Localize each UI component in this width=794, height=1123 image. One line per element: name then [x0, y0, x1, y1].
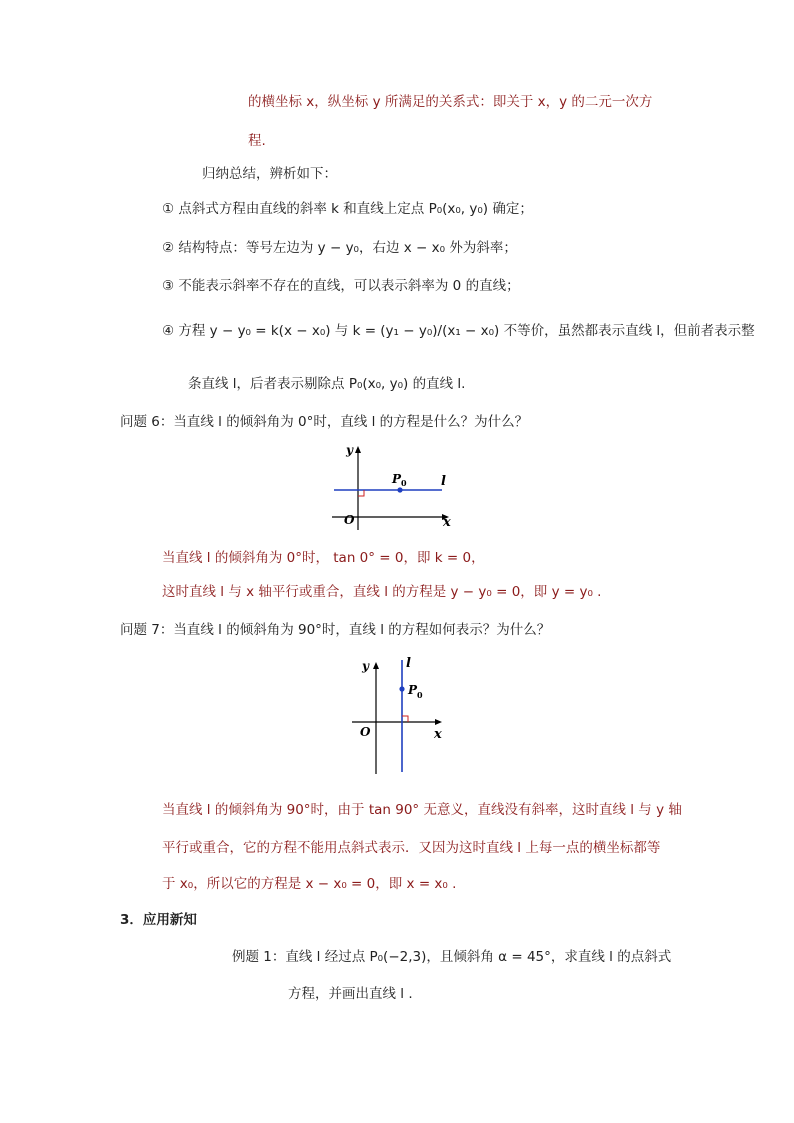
text-line: 的横坐标 x，纵坐标 y 所满足的关系式：即关于 x，y 的二元一次方 [248, 94, 653, 110]
answer-7-line1: 当直线 l 的倾斜角为 90°时，由于 tan 90° 无意义，直线没有斜率，这时直线 l 与 y 轴 [162, 802, 682, 818]
text-line: 归纳总结，辨析如下： [202, 166, 337, 182]
text-line: ① 点斜式方程由直线的斜率 k 和直线上定点 P₀(x₀, y₀) 确定； [162, 201, 533, 217]
answer-7-line2: 平行或重合，它的方程不能用点斜式表示．又因为这时直线 l 上每一点的横坐标都等 [162, 840, 661, 856]
answer-6-line2: 这时直线 l 与 x 轴平行或重合，直线 l 的方程是 y − y₀ = 0，即 y = y₀ . [162, 584, 602, 600]
l-label: l [406, 656, 411, 671]
x-label: x [443, 515, 451, 530]
text-line: ④ 方程 y − y₀ = k(x − x₀) 与 k = (y₁ − y₀)/(x₁ − x₀) 不等价，虽然都表示直线 l，但前者表示整 [162, 323, 755, 339]
y-label: y [362, 659, 369, 673]
example-1-line2: 方程，并画出直线 l . [288, 986, 413, 1002]
p0-subscript: 0 [401, 478, 407, 488]
p0-label: P [392, 472, 402, 486]
text-line: ② 结构特点：等号左边为 y − y₀，右边 x − x₀ 外为斜率； [162, 240, 517, 256]
answer-6-line1: 当直线 l 的倾斜角为 0°时， tan 0° = 0，即 k = 0， [162, 550, 485, 566]
x-axis-arrow [435, 719, 442, 725]
x-label: x [434, 727, 442, 742]
question-7: 问题 7：当直线 l 的倾斜角为 90°时，直线 l 的方程如何表示？为什么？ [120, 622, 551, 638]
right-angle-mark [402, 716, 408, 722]
text-line: 条直线 l，后者表示剔除点 P₀(x₀, y₀) 的直线 l. [188, 376, 466, 392]
right-angle-mark [358, 490, 364, 496]
example-1-line1: 例题 1：直线 l 经过点 P₀(−2,3)，且倾斜角 α = 45°，求直线 l 的点斜式 [232, 949, 672, 965]
p0-label: P [408, 683, 418, 697]
y-axis-arrow [373, 662, 379, 669]
y-label: y [346, 443, 353, 457]
origin-label: O [344, 513, 355, 527]
text-line: ③ 不能表示斜率不存在的直线，可以表示斜率为 0 的直线； [162, 278, 520, 294]
point-p0 [399, 686, 404, 691]
y-axis-arrow [355, 446, 361, 453]
point-p0 [397, 487, 402, 492]
text-line: 程. [248, 133, 266, 149]
origin-label: O [360, 725, 371, 739]
section-heading: 3．应用新知 [120, 912, 197, 928]
p0-subscript: 0 [417, 690, 423, 700]
answer-7-line3: 于 x₀，所以它的方程是 x − x₀ = 0，即 x = x₀ . [162, 876, 457, 892]
question-6: 问题 6：当直线 l 的倾斜角为 0°时，直线 l 的方程是什么？为什么？ [120, 414, 529, 430]
figure-horizontal-line [328, 442, 463, 532]
figure-vertical-line [348, 654, 458, 776]
l-label: l [441, 474, 446, 489]
